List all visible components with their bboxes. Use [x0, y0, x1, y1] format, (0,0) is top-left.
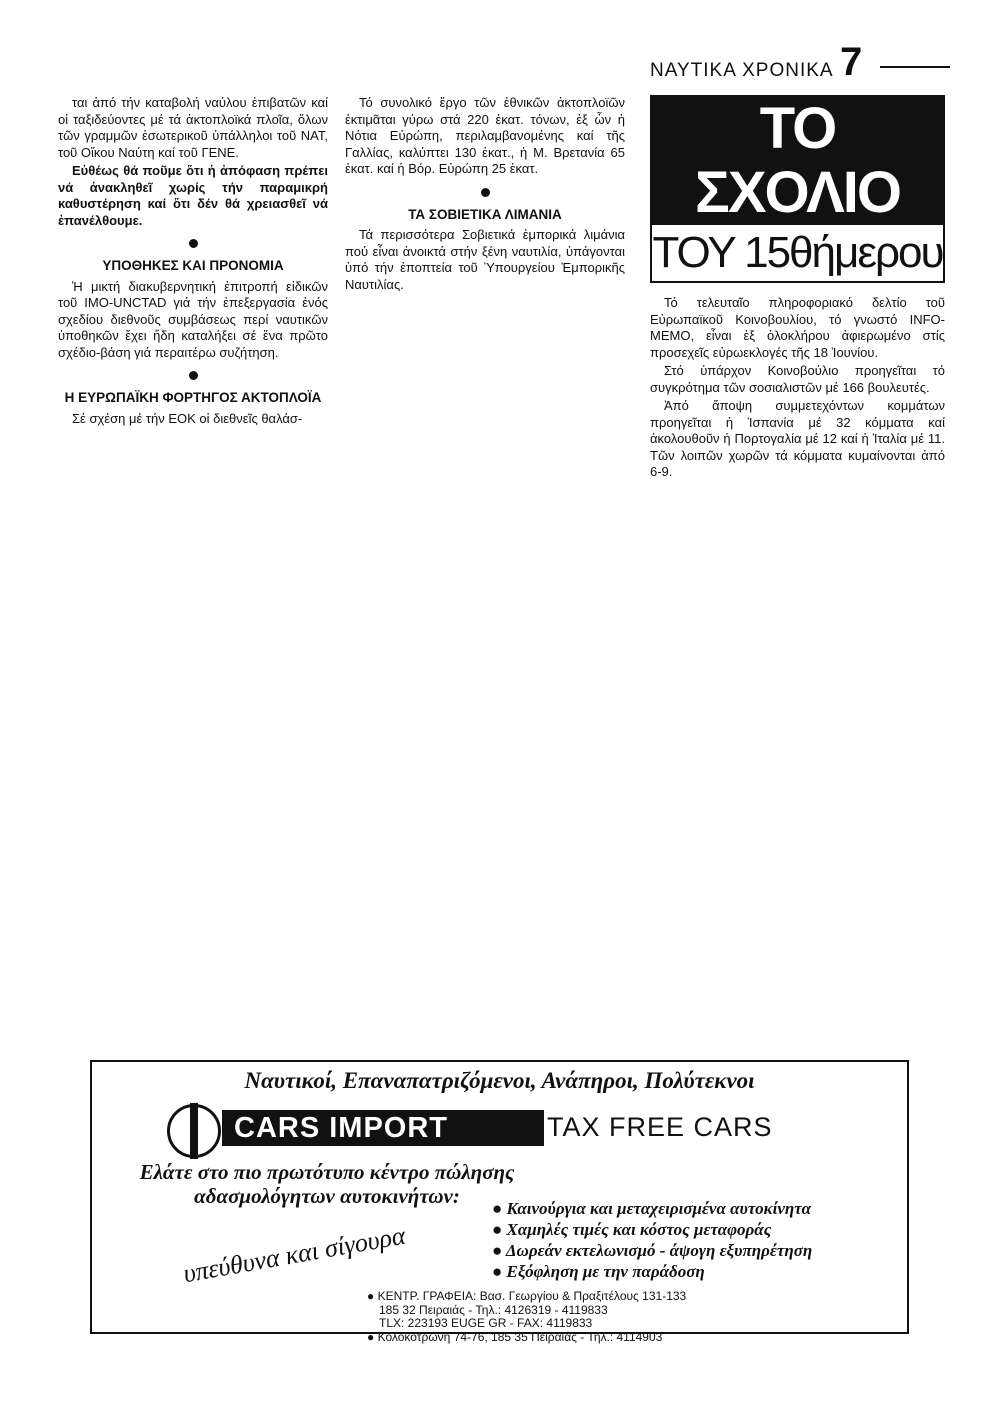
paragraph: Τό τελευταῖο πληροφοριακό δελτίο τοῦ Εὐρωπαϊκοῦ Κοινοβουλίου, τό γνωστό INFO-MEMO, εἶναι ἐξ ὁλοκλήρου ἀφιερωμένο στίς προσεχεῖς εὐρωεκλογές τῆς 18 Ἰουνίου.	[650, 295, 945, 360]
page-header	[640, 40, 950, 84]
feature-item: ● Χαμηλές τιμές και κόστος μεταφοράς	[492, 1220, 772, 1239]
comment-title-box	[650, 95, 945, 283]
ad-headline: Ναυτικοί, Επαναπατριζόμενοι, Ανάπηροι, Πολύτεκνοι	[244, 1068, 755, 1093]
paragraph: Στό ὑπάρχον Κοινοβούλιο προηγεῖται τό συγκρότημα τῶν σοσιαλιστῶν μέ 166 βουλευτές.	[650, 363, 945, 395]
paragraph: Τά περισσότερα Σοβιετικά ἐμπορικά λιμάνια πού εἶναι ἀνοικτά στήν ξένη ναυτιλία, ὑπάγονται ὑπό τήν ἐποπτεία τοῦ Ὑπουργείου Ἐμπορικῆς Ναυτιλίας.	[345, 227, 625, 292]
paragraph: Σέ σχέση μέ τήν ΕΟΚ οἱ διεθνεῖς θαλάσ-	[72, 410, 303, 426]
ad-slogan: Ελάτε στο πιο πρωτότυπο κέντρο πώλησης αδασμολόγητων αυτοκινήτων:	[139, 1160, 515, 1208]
column-3	[650, 95, 945, 483]
page-number: 7	[840, 40, 863, 84]
comment-title: ΤΟ ΣΧΟΛΙΟ	[652, 97, 943, 225]
paragraph: Ἡ μικτή διακυβερνητική ἐπιτροπή εἰδικῶν τοῦ IMO-UNCTAD γιά τήν ἐπεξεργασία ἑνός σχεδίου διεθνοῦς συμβάσεως περί ναυτικῶν ὑποθηκῶν ἔχει ἤδη καταλήξει σέ ἕνα πρῶτο σχέδιο-βάση γιά περαιτέρω συζήτηση.	[58, 278, 328, 360]
ad-reliable-tagline: υπεύθυνα και σίγουρα	[181, 1220, 408, 1289]
ad-tagline: TAX FREE CARS	[547, 1112, 773, 1142]
cars-import-logo-icon	[167, 1104, 221, 1158]
ad-features	[492, 1198, 812, 1282]
section-separator	[481, 188, 490, 197]
paragraph: Τό συνολικό ἔργο τῶν ἐθνικῶν ἀκτοπλοϊῶν ἐκτιμᾶται γύρω στά 220 ἑκατ. τόνων, ἐξ ὧν ἡ Νότια Εὐρώπη, περιλαμβανομένης καί τῆς Γαλλίας, καλύπτει 130 ἑκατ., ἡ Μ. Βρετανία 65 ἑκατ. καί ἡ Βόρ. Εὐρώπη 25 ἑκατ.	[345, 95, 625, 176]
paragraph-bold: Εὐθέως θά ποῦμε ὅτι ἡ ἀπόφαση πρέπει νά ἀνακληθεῖ χωρίς τήν παραμικρή καθυστέρηση καί ὅτι δέν θά χρειασθεῖ νά ἐπανέλθουμε.	[58, 163, 328, 228]
section-separator	[189, 371, 198, 380]
paragraph: Ἀπό ἄποψη συμμετεχόντων κομμάτων προηγεῖται ἡ Ἱσπανία μέ 32 κόμματα καί ἀκολουθοῦν ἡ Πορτογαλία μέ 12 καί ἡ Ἰταλία μέ 11. Τῶν λοιπῶν χωρῶν τά κόμματα κυμαίνονται ἀπό 6-9.	[650, 398, 945, 479]
address-line: Κολοκοτρώνη 74-76, 185 35 Πειραιάς - Τηλ.: 4114903	[377, 1329, 663, 1344]
feature-item: ● Δωρεάν εκτελωνισμό - άψογη εξυπηρέτηση	[492, 1241, 813, 1260]
ad-address: ● ΚΕΝΤΡ. ΓΡΑΦΕΙΑ: Βασ. Γεωργίου & Πραξιτέλους 131-133 185 32 Πειραιάς - Τηλ.: 4126319 - 4119833 TLX: 223193 EUGE GR - FAX: 4119833 ● Κολοκοτρώνη 74-76, 185 35 Πειραιάς - Τηλ.: 4114903	[367, 1289, 687, 1344]
address-line: TLX: 223193 EUGE GR - FAX: 4119833	[379, 1316, 593, 1330]
section-title: ΥΠΟΘΗΚΕΣ ΚΑΙ ΠΡΟΝΟΜΙΑ	[102, 258, 284, 273]
column-2	[345, 95, 625, 295]
address-line: 185 32 Πειραιάς - Τηλ.: 4126319 - 4119833	[379, 1302, 608, 1317]
feature-item: ● Καινούργια και μεταχειρισμένα αυτοκίνητα	[492, 1199, 811, 1218]
publication-name: ΝΑΥΤΙΚΑ ΧΡΟΝΙΚΑ	[650, 60, 834, 81]
section-title: Η ΕΥΡΩΠΑΪΚΗ ΦΟΡΤΗΓΟΣ ΑΚΤΟΠΛΟΪΑ	[64, 390, 322, 405]
ad-brand: CARS IMPORT	[222, 1110, 544, 1146]
advertisement	[90, 1060, 909, 1344]
address-line: ΚΕΝΤΡ. ΓΡΑΦΕΙΑ: Βασ. Γεωργίου & Πραξιτέλους 131-133	[377, 1289, 687, 1303]
column-1	[58, 95, 328, 429]
paragraph: ται ἀπό τήν καταβολή ναύλου ἐπιβατῶν καί οἱ ταξιδεύοντες μέ τά ἀκτοπλοϊκά πλοῖα, ὅλων τῶν γραμμῶν ἐσωτερικοῦ ὑπάλληλοι τοῦ ΝΑΤ, τοῦ Οἴκου Ναύτη καί τοῦ ΓΕΝΕ.	[58, 95, 328, 160]
section-title: ΤΑ ΣΟΒΙΕΤΙΚΑ ΛΙΜΑΝΙΑ	[408, 206, 562, 222]
comment-subtitle: ΤΟΥ 15θήμερου	[652, 228, 943, 277]
feature-item: ● Εξόφληση με την παράδοση	[492, 1262, 705, 1281]
header-rule	[880, 66, 950, 68]
section-separator	[189, 239, 198, 248]
